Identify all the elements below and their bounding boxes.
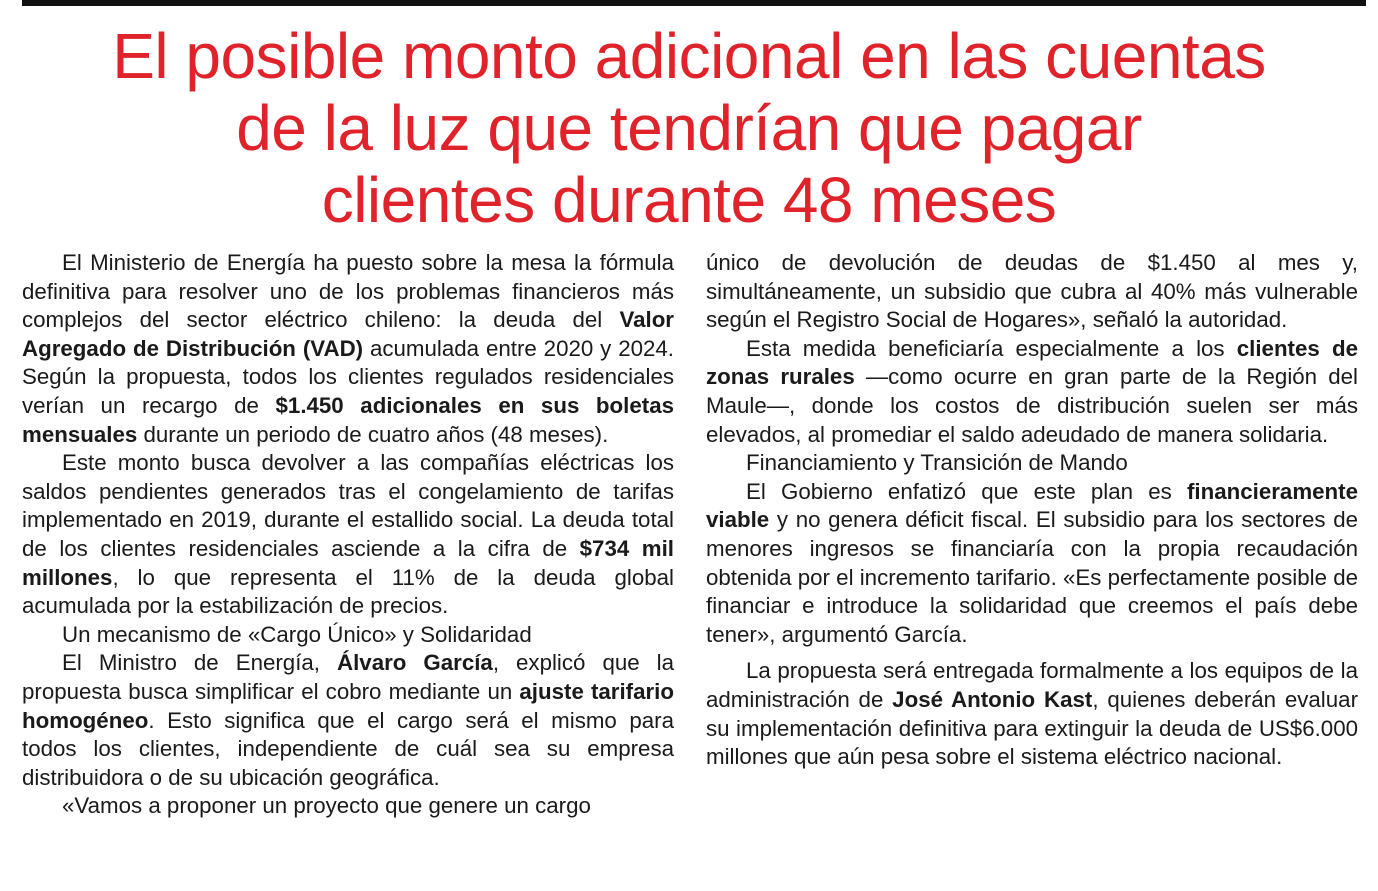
text-run: durante un periodo de cuatro años (48 meses).: [137, 421, 609, 447]
text-run: —como ocurre en gran parte de la Región del Maule—, donde los costos de distribución suelen ser más elevados, al promediar el saldo adeudado de manera solidaria.: [706, 364, 1358, 447]
headline-line-2: de la luz que tendrían que pagar: [236, 92, 1142, 164]
paragraph-quote-end: único de devolución de deudas de $1.450 al mes y, simultáneamente, un subsidio que cubra al 40% más vulnerable según el Registro Social de Hogares», señaló la autoridad.: [706, 250, 1358, 333]
bold-text-adjustment: ajuste tarifario homogéneo: [22, 678, 674, 733]
text-run: El Gobierno enfatizó que este plan es: [746, 478, 1187, 504]
bold-text-surcharge: $1.450 adicionales en sus boletas mensuales: [22, 392, 674, 447]
paragraph-handover: [706, 657, 1358, 771]
text-run: El Ministro de Energía,: [62, 650, 337, 676]
paragraph-government: [706, 478, 1358, 650]
bold-text-viable: financieramente viable: [706, 478, 1358, 533]
text-run: La propuesta será entregada formalmente a los equipos de la administración de: [706, 658, 1358, 712]
text-run: acumulada entre 2020 y 2024. Según la propuesta, todos los clientes regulados residenciales verían un recargo de: [22, 335, 674, 418]
bold-text-kast: José Antonio Kast: [892, 686, 1093, 712]
text-run: El Ministerio de Energía ha puesto sobre la mesa la fórmula definitiva para resolver uno de los problemas financieros más complejos del sector eléctrico chileno: la deuda del: [22, 250, 674, 333]
text-run: , quienes deberán evaluar su implementación definitiva para extinguir la deuda de US$6.000 millones que aún pesa sobre el sistema eléctrico nacional.: [706, 686, 1358, 770]
subhead-cargo-unico: Un mecanismo de «Cargo Único» y Solidaridad: [62, 621, 532, 647]
bold-text-vad: Valor Agregado de Distribución (VAD): [22, 307, 674, 361]
headline: [0, 20, 1378, 236]
bold-text-rural-clients: clientes de zonas rurales: [706, 335, 1358, 390]
subhead-financiamiento: Financiamiento y Transición de Mando: [746, 450, 1128, 476]
paragraph-rural: [706, 335, 1358, 449]
article-column-right: [706, 249, 1358, 772]
text-run: y no genera déficit fiscal. El subsidio para los sectores de menores ingresos se financiaría con la propia recaudación obtenida por el incremento tarifario. «Es perfectamente posible de financiar e introduce la solidaridad que creemos el país debe tener», argumentó García.: [706, 507, 1358, 647]
text-run: . Esto significa que el cargo será el mismo para todos los clientes, independiente de cuál sea su empresa distribuidora o de su ubicación geográfica.: [22, 707, 674, 790]
paragraph-minister: [22, 649, 674, 792]
text-run: , lo que representa el 11% de la deuda global acumulada por la estabilización de precios.: [22, 564, 674, 619]
top-rule: [22, 0, 1366, 6]
bold-text-minister-name: Álvaro García: [337, 650, 493, 676]
text-run: , explicó que la propuesta busca simplificar el cobro mediante un: [22, 650, 675, 704]
article-column-left: [22, 249, 674, 821]
headline-line-1: El posible monto adicional en las cuentas: [112, 20, 1266, 92]
text-run: Esta medida beneficiaría especialmente a los: [746, 335, 1237, 361]
paragraph-debt: [22, 449, 674, 621]
headline-line-3: clientes durante 48 meses: [321, 164, 1057, 236]
bold-text-total-debt: $734 mil millones: [22, 535, 674, 590]
paragraph-intro: [22, 249, 674, 449]
paragraph-quote-start: «Vamos a proponer un proyecto que genere un cargo: [62, 793, 591, 819]
text-run: Este monto busca devolver a las compañías eléctricas los saldos pendientes generados tras el congelamiento de tarifas implementado en 2019, durante el estallido social. La deuda total de los clientes residenciales asciende a la cifra de: [22, 450, 674, 561]
